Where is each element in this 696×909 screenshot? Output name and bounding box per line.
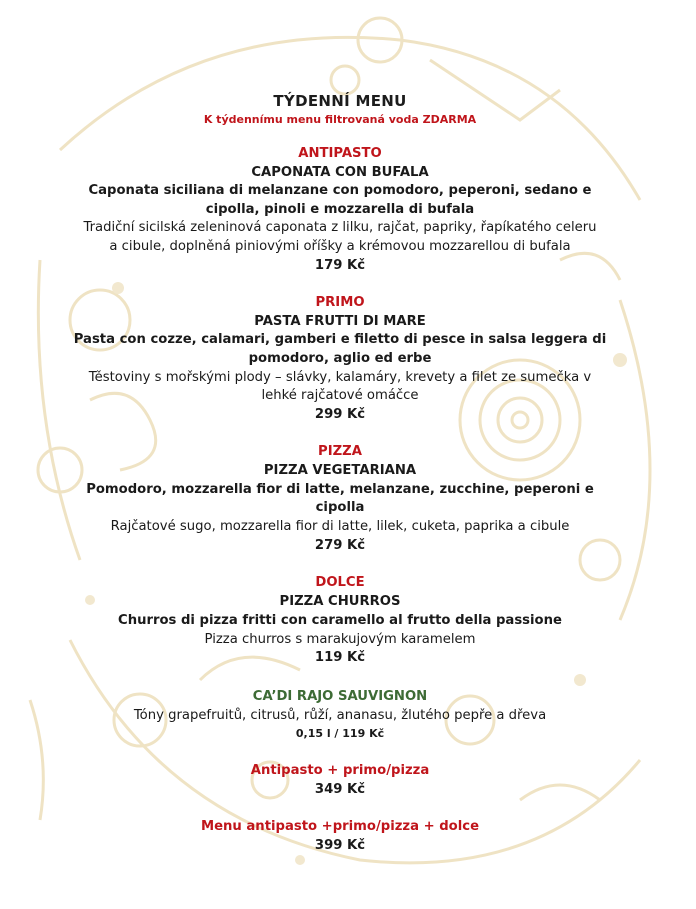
italian-description-line: Pasta con cozze, calamari, gamberi e filetto di pesce in salsa leggera di — [73, 332, 607, 347]
section-heading-dolce: DOLCE — [315, 575, 365, 590]
czech-description-line: Pizza churros s marakujovým karamelem — [204, 632, 476, 647]
czech-description-line: Rajčatové sugo, mozzarella fior di latte, lilek, cuketa, paprika a cibule — [110, 519, 570, 534]
combo-label-1: Antipasto + primo/pizza — [250, 763, 430, 778]
czech-description-line: Těstoviny s mořskými plody – slávky, kalamáry, krevety a filet ze sumečka v — [88, 370, 592, 385]
price-dolce: 119 Kč — [314, 650, 366, 665]
italian-description-line: cipolla, pinoli e mozzarella di bufala — [205, 202, 475, 217]
page-title: TÝDENNÍ MENU — [273, 92, 407, 110]
italian-description-line: Caponata siciliana di melanzane con pomodoro, peperoni, sedano e — [88, 183, 592, 198]
price-primo: 299 Kč — [314, 407, 366, 422]
dish-name-antipasto: CAPONATA CON BUFALA — [251, 165, 429, 180]
wine-name: CA’DI RAJO SAUVIGNON — [252, 689, 428, 704]
free-water-note: K týdennímu menu filtrovaná voda ZDARMA — [203, 113, 477, 126]
section-heading-antipasto: ANTIPASTO — [298, 146, 382, 161]
combo-label-2: Menu antipasto +primo/pizza + dolce — [200, 819, 480, 834]
combo-price-2: 399 Kč — [314, 838, 366, 853]
price-antipasto: 179 Kč — [314, 258, 366, 273]
czech-description-line: Tradiční sicilská zeleninová caponata z lilku, rajčat, papriky, řapíkatého celeru — [83, 220, 597, 235]
section-heading-primo: PRIMO — [315, 295, 365, 310]
italian-description-line: Churros di pizza fritti con caramello al frutto della passione — [118, 613, 562, 628]
wine-tasting-notes: Tóny grapefruitů, citrusů, růží, ananasu, žlutého pepře a dřeva — [133, 708, 547, 723]
menu-page — [30, 0, 650, 909]
italian-description-line: pomodoro, aglio ed erbe — [248, 351, 432, 366]
dish-name-primo: PASTA FRUTTI DI MARE — [254, 314, 426, 329]
wine-price: 0,15 l / 119 Kč — [295, 727, 385, 740]
czech-description-line: lehké rajčatové omáčce — [261, 388, 419, 403]
italian-description-line: cipolla — [315, 500, 365, 515]
italian-description-line: Pomodoro, mozzarella fior di latte, melanzane, zucchine, peperoni e — [86, 482, 594, 497]
dish-name-pizza: PIZZA VEGETARIANA — [263, 463, 417, 478]
price-pizza: 279 Kč — [314, 538, 366, 553]
dish-name-dolce: PIZZA CHURROS — [279, 594, 401, 609]
section-heading-pizza: PIZZA — [318, 444, 362, 459]
combo-price-1: 349 Kč — [314, 782, 366, 797]
czech-description-line: a cibule, doplněná piniovými oříšky a krémovou mozzarellou di bufala — [109, 239, 571, 254]
